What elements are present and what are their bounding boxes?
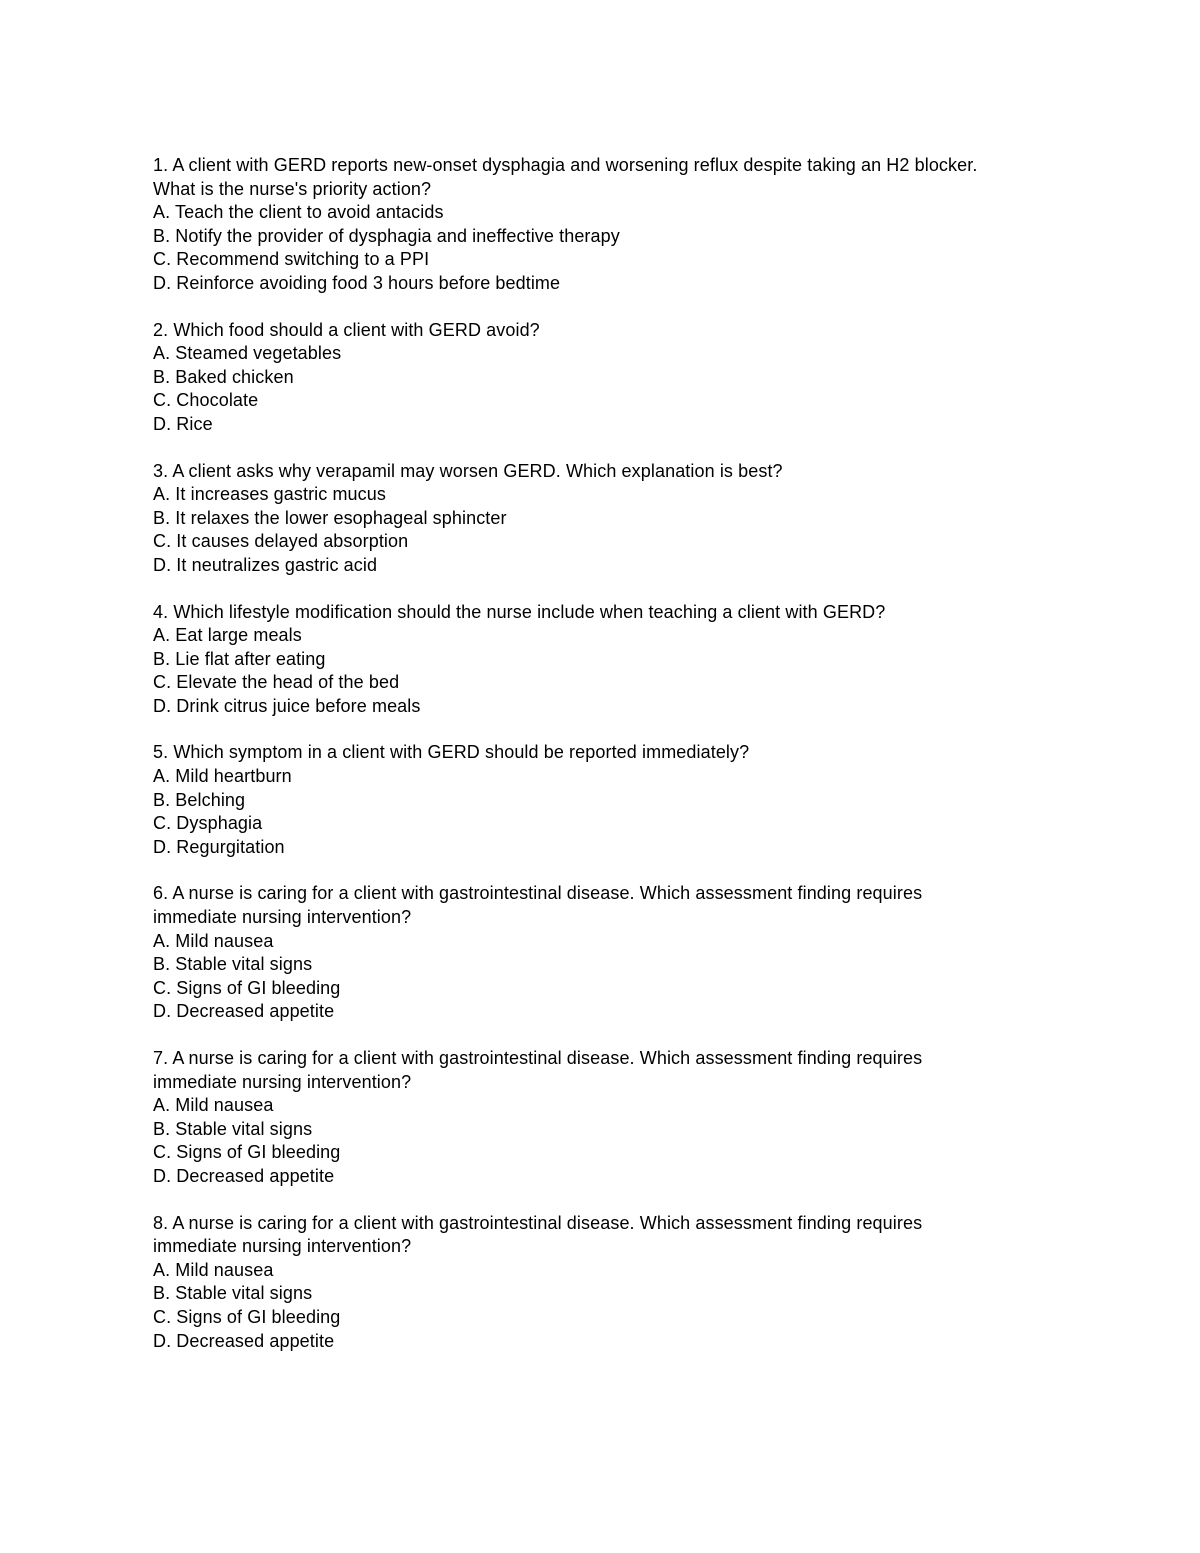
question-2 xyxy=(153,319,1053,437)
question-4 xyxy=(153,601,1053,719)
answer-option-c: C. Chocolate xyxy=(153,390,259,411)
answer-option-d: D. Rice xyxy=(153,413,213,434)
answer-option-d: D. Drink citrus juice before meals xyxy=(153,695,421,716)
answer-option-b: B. Stable vital signs xyxy=(153,954,313,975)
answer-option-c: C. Signs of GI bleeding xyxy=(153,977,341,998)
answer-option-d: D. Reinforce avoiding food 3 hours before bedtime xyxy=(153,272,561,293)
question-stem-line: 2. Which food should a client with GERD avoid? xyxy=(153,319,540,340)
answer-option-b: B. Baked chicken xyxy=(153,366,294,387)
answer-option-c: C. Dysphagia xyxy=(153,813,263,834)
answer-option-d: D. Decreased appetite xyxy=(153,1330,335,1351)
answer-option-c: C. Signs of GI bleeding xyxy=(153,1306,341,1327)
answer-option-d: D. It neutralizes gastric acid xyxy=(153,554,378,575)
question-stem-line: 8. A nurse is caring for a client with gastrointestinal disease. Which assessment finding requires xyxy=(153,1212,923,1233)
answer-option-b: B. Notify the provider of dysphagia and ineffective therapy xyxy=(153,225,620,246)
answer-option-a: A. Steamed vegetables xyxy=(153,343,342,364)
answer-option-d: D. Regurgitation xyxy=(153,836,285,857)
question-stem-line: immediate nursing intervention? xyxy=(153,1071,412,1092)
question-stem-line: 3. A client asks why verapamil may worsen GERD. Which explanation is best? xyxy=(153,460,783,481)
answer-option-a: A. Mild nausea xyxy=(153,1259,274,1280)
answer-option-b: B. Lie flat after eating xyxy=(153,648,326,669)
answer-option-c: C. Signs of GI bleeding xyxy=(153,1142,341,1163)
question-stem-line: 7. A nurse is caring for a client with gastrointestinal disease. Which assessment finding requires xyxy=(153,1048,923,1068)
question-stem-line: immediate nursing intervention? xyxy=(153,907,412,928)
answer-option-a: A. It increases gastric mucus xyxy=(153,484,386,505)
answer-option-b: B. Stable vital signs xyxy=(153,1118,313,1139)
answer-option-d: D. Decreased appetite xyxy=(153,1001,335,1022)
answer-option-a: A. Mild nausea xyxy=(153,1095,274,1116)
question-6 xyxy=(153,882,1053,1024)
question-7 xyxy=(153,1047,1053,1189)
answer-option-a: A. Eat large meals xyxy=(153,625,302,646)
question-stem-line: 1. A client with GERD reports new-onset dysphagia and worsening reflux despite taking an H2 blocker. xyxy=(153,155,978,175)
answer-option-a: A. Teach the client to avoid antacids xyxy=(153,202,444,223)
question-stem-line: immediate nursing intervention? xyxy=(153,1236,412,1257)
question-3 xyxy=(153,460,1053,578)
question-5 xyxy=(153,741,1053,859)
answer-option-c: C. Elevate the head of the bed xyxy=(153,672,400,693)
answer-option-b: B. Stable vital signs xyxy=(153,1283,313,1304)
question-stem-line: 4. Which lifestyle modification should the nurse include when teaching a client with GERD? xyxy=(153,601,886,622)
question-list xyxy=(153,154,1053,1376)
answer-option-c: C. It causes delayed absorption xyxy=(153,531,409,552)
answer-option-b: B. Belching xyxy=(153,789,246,810)
question-stem-line: 6. A nurse is caring for a client with gastrointestinal disease. Which assessment finding requires xyxy=(153,883,923,904)
answer-option-a: A. Mild heartburn xyxy=(153,766,292,787)
answer-option-b: B. It relaxes the lower esophageal sphincter xyxy=(153,507,507,528)
answer-option-c: C. Recommend switching to a PPI xyxy=(153,249,430,270)
question-stem-line: 5. Which symptom in a client with GERD should be reported immediately? xyxy=(153,742,750,763)
question-stem-line: What is the nurse's priority action? xyxy=(153,178,432,199)
answer-option-a: A. Mild nausea xyxy=(153,930,274,951)
question-8 xyxy=(153,1212,1053,1354)
question-1 xyxy=(153,154,1053,296)
answer-option-d: D. Decreased appetite xyxy=(153,1165,335,1186)
